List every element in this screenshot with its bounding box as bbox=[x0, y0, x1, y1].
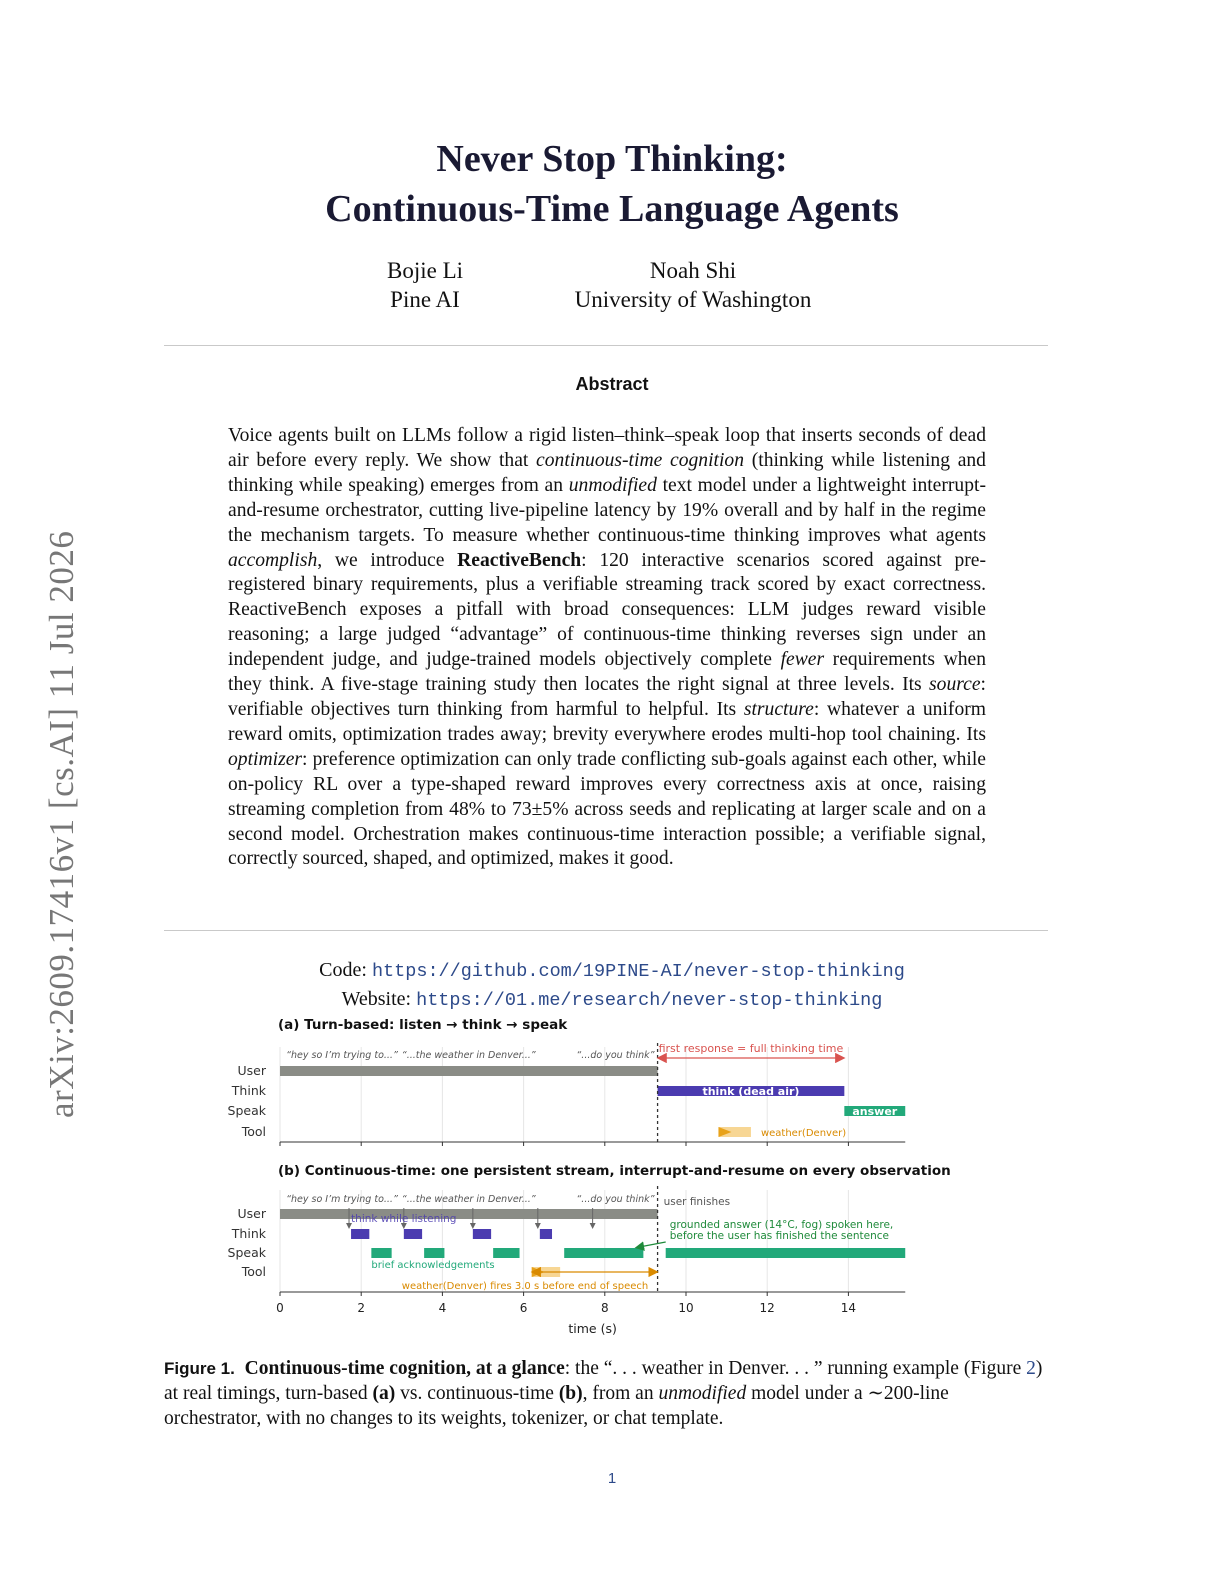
abstract-body: Voice agents built on LLMs follow a rigid listen–think–speak loop that inserts seconds of dead air before every reply. We show that continuous-time cognition (thinking while listening and thinking while speaking) emerges from an unmodified text model under a lightweight interrupt-and-resume orchestrator, cutting live-pipeline latency by 19% overall and by half in the regime the mechanism targets. To measure whether continuous-time thinking improves what agents accomplish, we introduce ReactiveBench: 120 interactive scenarios scored against pre-registered binary requirements, plus a verifiable streaming track scored by exact correctness. ReactiveBench exposes a pitfall with broad consequences: LLM judges reward visible reasoning; a large judged “advantage” of continuous-time thinking reverses sign under an independent judge, and judge-trained models objectively complete fewer requirements when they think. A five-stage training study then locates the right signal at three levels. Its source: verifiable objectives turn thinking from harmful to helpful. Its structure: whatever a uniform reward omits, optimization trades away; brevity everywhere erodes multi-hop tool chaining. Its optimizer: preference optimization can only trade conflicting sub-goals against each other, while on-policy RL over a type-shaped reward improves every correctness axis at once, raising streaming completion from 48% to 73±5% across seeds and replicating at larger scale and on a second model. Orchestration makes continuous-time interaction possible; a verifiable signal, correctly sourced, shaped, and optimized, makes it good. bbox=[228, 425, 987, 870]
row-label-speak: Speak bbox=[227, 1103, 266, 1118]
panel-a bbox=[228, 1017, 906, 1146]
x-tick-label: 6 bbox=[519, 1301, 528, 1315]
title-line-2: Continuous-Time Language Agents bbox=[325, 188, 899, 230]
tool-fires-label: weather(Denver) fires 3.0 s before end of speech bbox=[401, 1281, 649, 1292]
brief-ack-label: brief acknowledgements bbox=[371, 1260, 495, 1271]
row-label-tool: Tool bbox=[241, 1124, 266, 1139]
think-bar bbox=[540, 1229, 552, 1239]
row-label-think: Think bbox=[231, 1083, 266, 1098]
author-affiliation: University of Washington bbox=[574, 287, 812, 312]
row-label-think: Think bbox=[231, 1226, 266, 1241]
panel-b bbox=[228, 1163, 951, 1296]
code-link[interactable]: https://github.com/19PINE-AI/never-stop-thinking bbox=[371, 961, 905, 982]
author-affiliation: Pine AI bbox=[390, 287, 460, 312]
author-name: Noah Shi bbox=[649, 258, 737, 283]
grounded-answer-label-2: before the user has finished the sentence bbox=[669, 1230, 889, 1242]
x-tick-label: 4 bbox=[438, 1301, 447, 1315]
user-bar bbox=[280, 1209, 658, 1219]
time-axis bbox=[276, 1301, 856, 1336]
speak-bar-label: answer bbox=[852, 1105, 898, 1118]
x-tick-label: 10 bbox=[678, 1301, 694, 1315]
think-bar bbox=[473, 1229, 491, 1239]
x-axis-label: time (s) bbox=[568, 1321, 617, 1336]
first-response-annotation: first response = full thinking time bbox=[658, 1042, 844, 1055]
x-tick-label: 8 bbox=[600, 1301, 609, 1315]
user-quote: “...the weather in Denver...” bbox=[401, 1050, 536, 1061]
user-quote: “hey so I’m trying to...” bbox=[286, 1050, 398, 1061]
x-tick-label: 14 bbox=[840, 1301, 857, 1315]
title-line-1: Never Stop Thinking: bbox=[436, 138, 788, 180]
author-name: Bojie Li bbox=[386, 258, 464, 283]
website-link[interactable]: https://01.me/research/never-stop-thinking bbox=[416, 990, 883, 1011]
speak-bar bbox=[424, 1248, 444, 1258]
speak-bar bbox=[371, 1248, 391, 1258]
speak-bar bbox=[666, 1248, 906, 1258]
figure-2-ref[interactable]: 2 bbox=[1026, 1358, 1036, 1379]
tool-label: weather(Denver) bbox=[760, 1128, 847, 1139]
row-label-user: User bbox=[237, 1206, 266, 1221]
user-quote: “hey so I’m trying to...” bbox=[286, 1194, 398, 1205]
row-label-user: User bbox=[237, 1063, 266, 1078]
page-number: 1 bbox=[607, 1470, 617, 1487]
think-bar bbox=[404, 1229, 422, 1239]
panel-title: (b) Continuous-time: one persistent stream, interrupt-and-resume on every observation bbox=[278, 1163, 951, 1179]
think-while-listening-label: think while listening bbox=[351, 1213, 457, 1225]
arxiv-identifier: arXiv:2609.17416v1 [cs.AI] 11 Jul 2026 bbox=[42, 530, 81, 1118]
row-label-tool: Tool bbox=[241, 1264, 266, 1279]
x-tick-label: 2 bbox=[357, 1301, 366, 1315]
user-bar bbox=[280, 1066, 658, 1076]
code-label: Code: bbox=[319, 959, 367, 981]
x-tick-label: 0 bbox=[276, 1301, 284, 1315]
grounded-answer-label: grounded answer (14°C, fog) spoken here, bbox=[669, 1219, 894, 1231]
grounded-answer-arrow bbox=[639, 1242, 665, 1247]
website-label: Website: bbox=[341, 988, 412, 1010]
user-quote: “...do you think” bbox=[576, 1194, 655, 1205]
speak-bar bbox=[564, 1248, 643, 1258]
abstract-heading: Abstract bbox=[575, 374, 649, 394]
think-bar bbox=[351, 1229, 369, 1239]
row-label-speak: Speak bbox=[227, 1245, 266, 1260]
figure-caption: Figure 1. Continuous-time cognition, at a glance: the “. . . weather in Denver. . . ” running example (Figure 2) at real timings, turn-based (a) vs. continuous-time (b), from an unmodified model under a ∼200-line orchestrator, with no changes to its weights, tokenizer, or chat template. bbox=[164, 1358, 1043, 1429]
user-quote: “...the weather in Denver...” bbox=[401, 1194, 536, 1205]
panel-title: (a) Turn-based: listen → think → speak bbox=[278, 1017, 568, 1033]
x-tick-label: 12 bbox=[759, 1301, 775, 1315]
think-bar-label: think (dead air) bbox=[702, 1085, 800, 1098]
user-quote: “...do you think” bbox=[576, 1050, 655, 1061]
user-finishes-label: user finishes bbox=[663, 1196, 731, 1208]
speak-bar bbox=[493, 1248, 519, 1258]
